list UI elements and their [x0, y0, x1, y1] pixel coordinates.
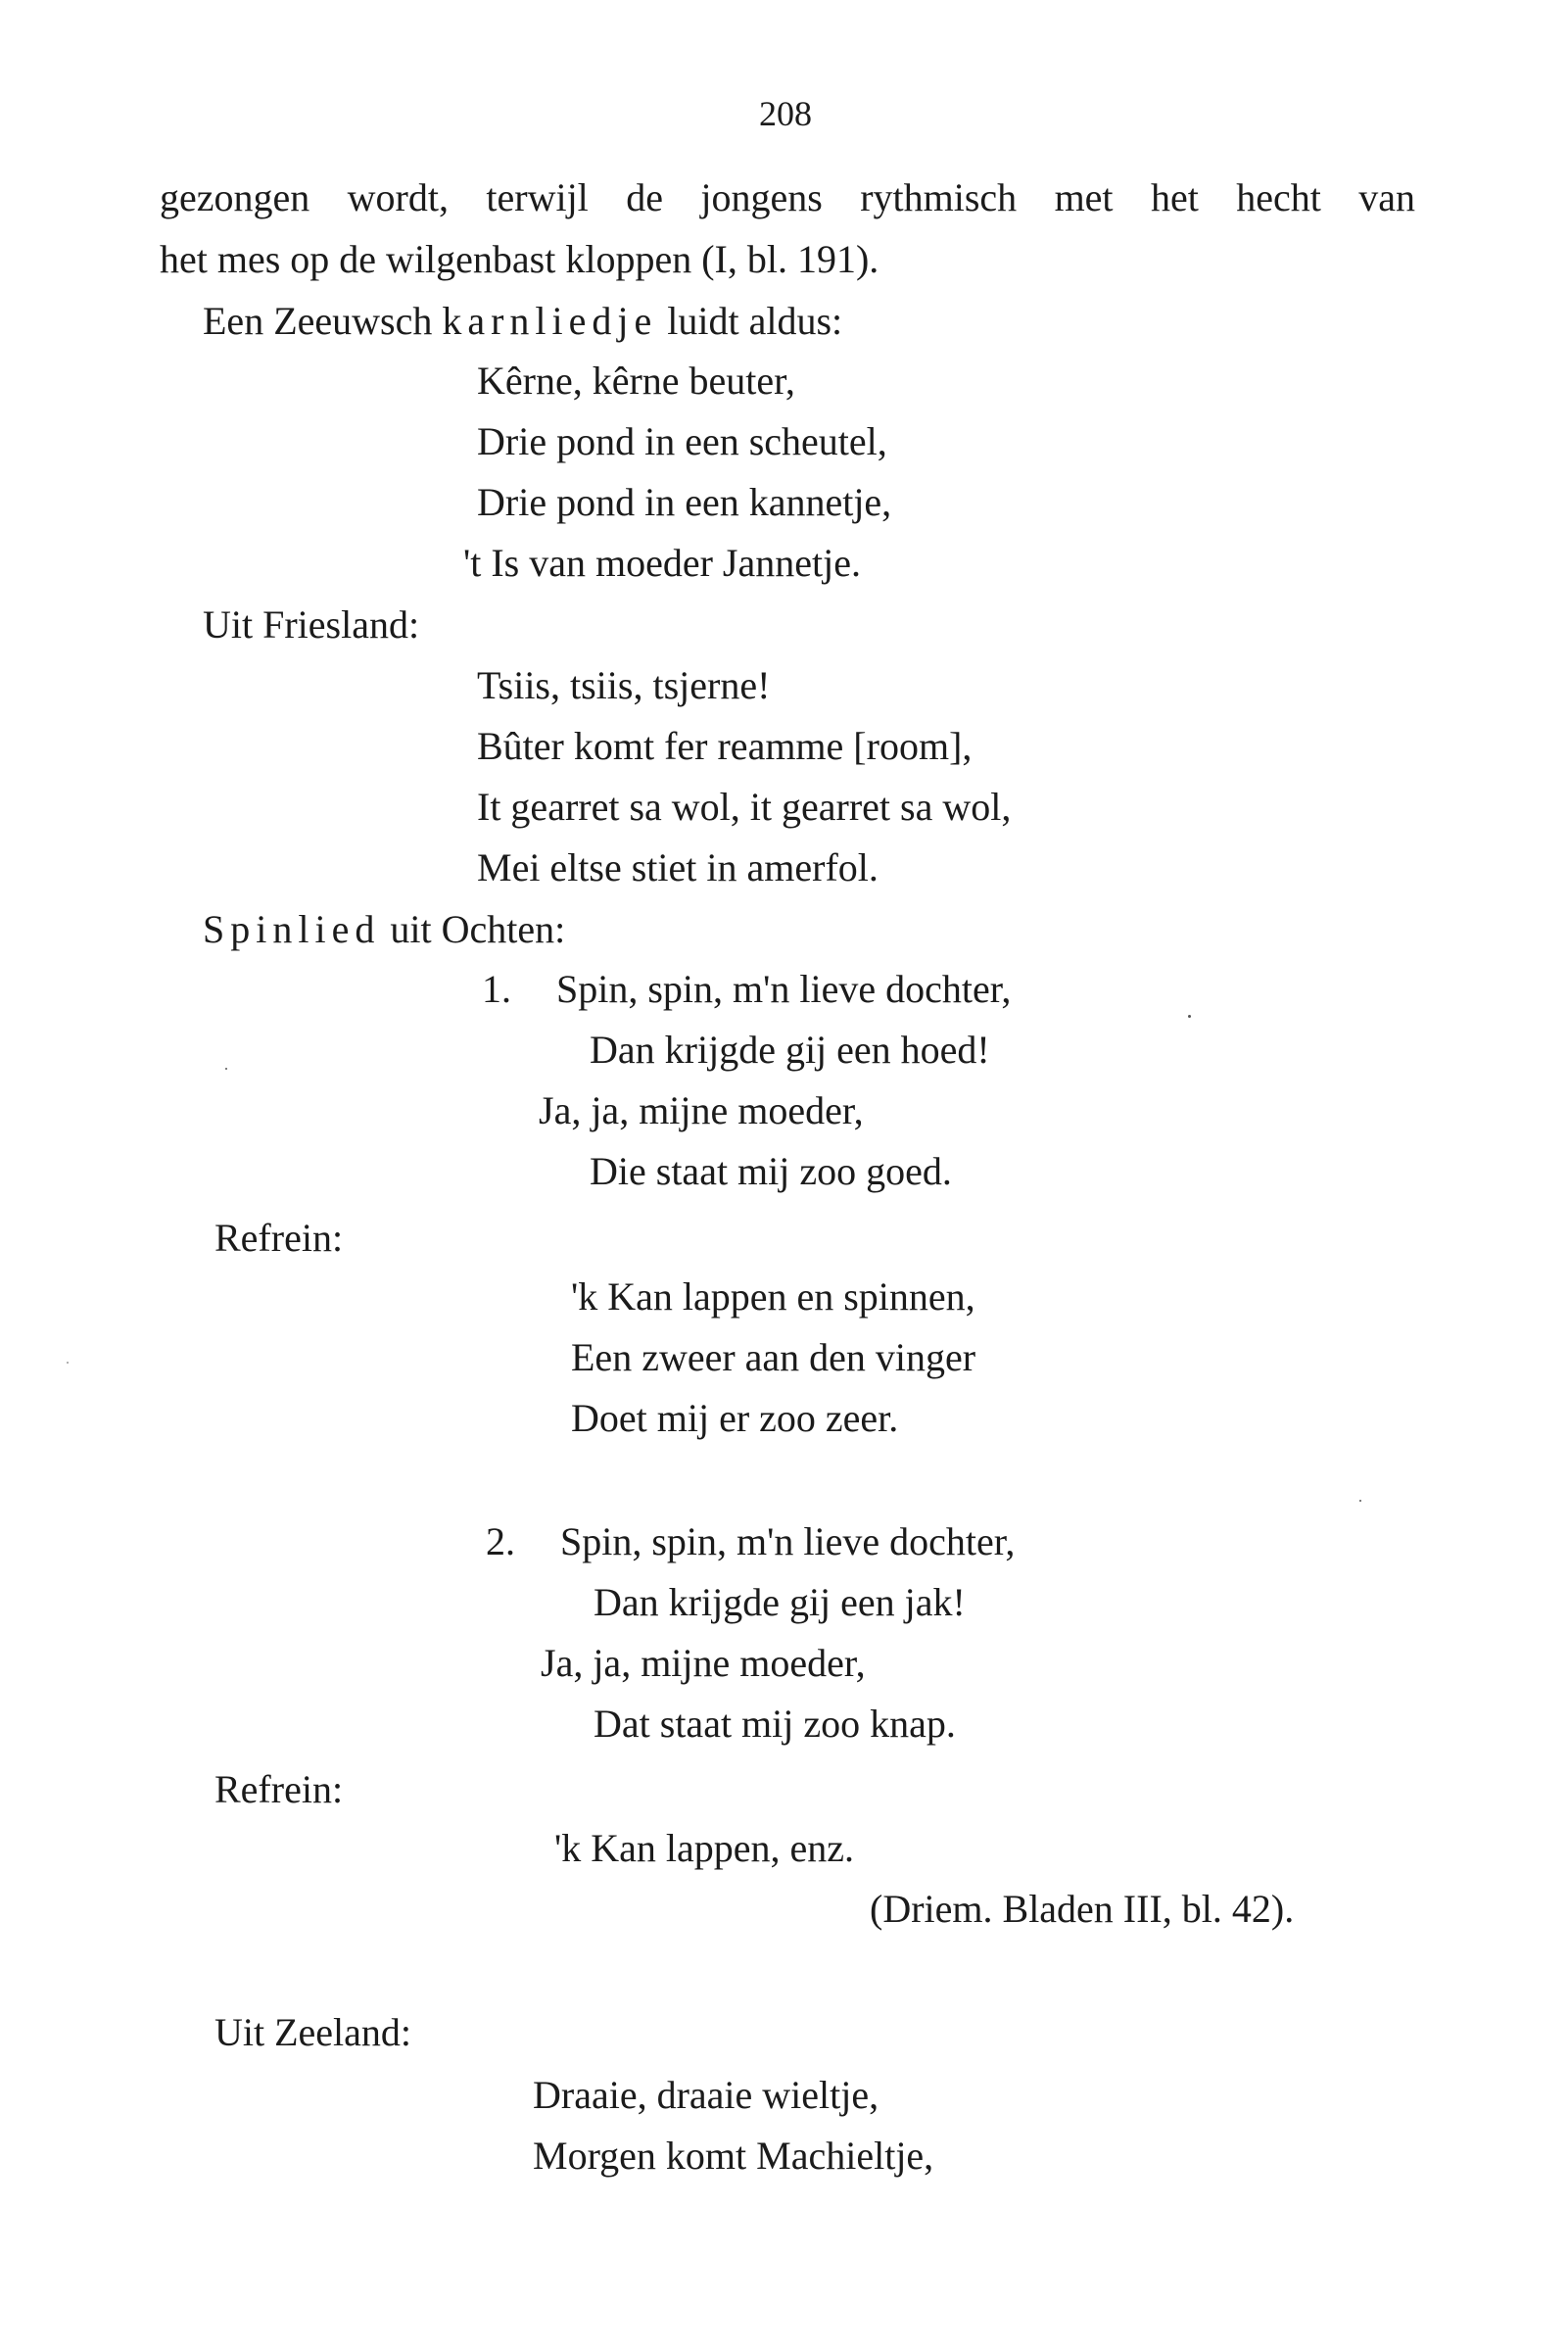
stanza-line: Spin, spin, m'n lieve dochter,	[556, 967, 1012, 1011]
zeeuwsch-intro-spaced-word: karnliedje	[442, 299, 658, 343]
zeeland-intro: Uit Zeeland:	[214, 2010, 412, 2054]
stanza-number: 2.	[486, 1519, 515, 1563]
zeeuwsch-verse-line: Kêrne, kêrne beuter,	[477, 359, 795, 403]
zeeuwsch-verse-line: 't Is van moeder Jannetje.	[463, 541, 861, 585]
scan-speck	[1188, 1015, 1191, 1018]
spinlied-intro-post: uit Ochten:	[380, 907, 566, 951]
zeeuwsch-intro-post: luidt aldus:	[657, 299, 843, 343]
paragraph-line-2: het mes op de wilgenbast kloppen (I, bl. 191).	[160, 237, 879, 281]
spinlied-intro	[203, 906, 565, 953]
scan-speck	[1359, 1500, 1361, 1502]
refrain-line: 'k Kan lappen en spinnen,	[571, 1274, 975, 1319]
stanza-line: Ja, ja, mijne moeder,	[541, 1641, 866, 1685]
stanza-line: Dan krijgde gij een jak!	[594, 1580, 966, 1624]
zeeuwsch-verse-line: Drie pond in een scheutel,	[477, 419, 887, 463]
refrain-line: Doet mij er zoo zeer.	[571, 1396, 899, 1440]
refrain-line: Een zweer aan den vinger	[571, 1335, 976, 1379]
scan-speck	[67, 1362, 69, 1364]
spinlied-intro-spaced-word: Spinlied	[203, 907, 381, 951]
refrain-label: Refrein:	[214, 1216, 344, 1260]
friesland-verse-line: Bûter komt fer reamme [room],	[477, 724, 973, 768]
friesland-verse-line: Mei eltse stiet in amerfol.	[477, 845, 879, 889]
stanza-line: Ja, ja, mijne moeder,	[539, 1088, 864, 1132]
refrain-line: 'k Kan lappen, enz.	[554, 1826, 854, 1870]
refrain-label: Refrein:	[214, 1767, 344, 1811]
stanza-line: Dat staat mij zoo knap.	[594, 1702, 956, 1746]
source-citation: (Driem. Bladen III, bl. 42).	[870, 1887, 1295, 1931]
zeeuwsch-verse-line: Drie pond in een kannetje,	[477, 480, 892, 524]
scan-speck	[225, 1068, 227, 1070]
stanza-line: Spin, spin, m'n lieve dochter,	[560, 1519, 1016, 1563]
paragraph-line-1: gezongen wordt, terwijl de jongens rythmisch met het hecht van	[160, 175, 1415, 219]
zeeuwsch-intro-pre: Een Zeeuwsch	[203, 299, 443, 343]
stanza-line: Die staat mij zoo goed.	[590, 1149, 952, 1193]
zeeland-verse-line: Morgen komt Machieltje,	[533, 2134, 934, 2178]
stanza-number: 1.	[482, 967, 511, 1011]
stanza-line: Dan krijgde gij een hoed!	[590, 1028, 990, 1072]
friesland-verse-line: It gearret sa wol, it gearret sa wol,	[477, 785, 1012, 829]
friesland-verse-line: Tsiis, tsiis, tsjerne!	[477, 663, 771, 707]
zeeuwsch-intro	[203, 298, 842, 345]
friesland-intro: Uit Friesland:	[203, 602, 420, 647]
page-number: 208	[759, 94, 812, 133]
zeeland-verse-line: Draaie, draaie wieltje,	[533, 2073, 879, 2117]
